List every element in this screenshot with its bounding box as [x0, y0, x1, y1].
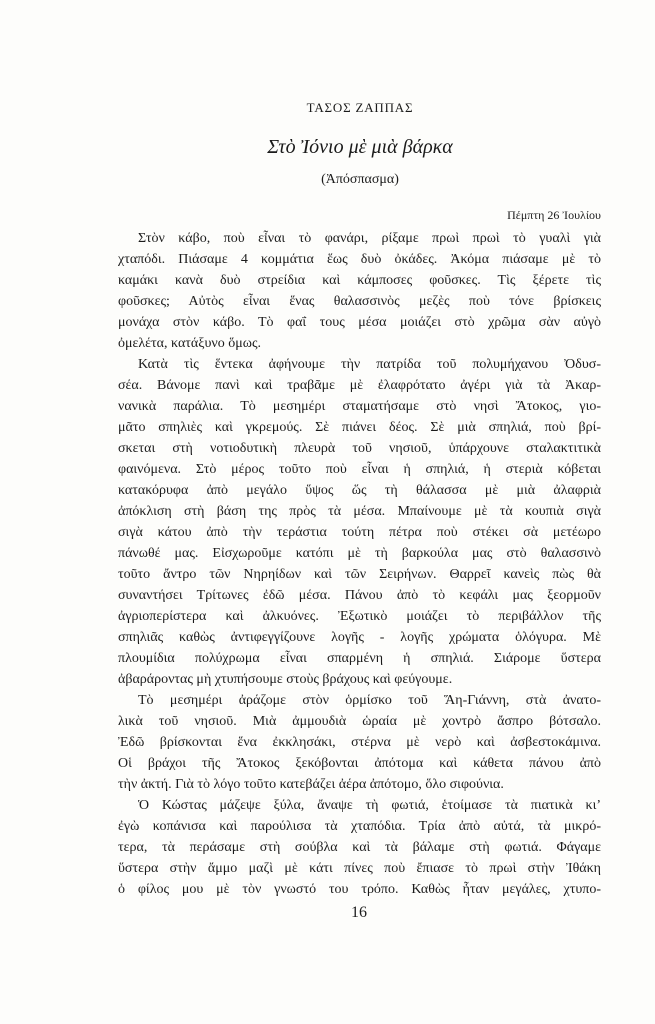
text-line: ἀγριοπερίστερα καὶ ἀλκυόνες. Ἐξωτικὸ μοιάζει τὸ περιβάλλον τῆς [118, 609, 601, 624]
diary-date: Πέμπτη 26 Ἰουλίου [507, 208, 601, 222]
paragraph [118, 354, 601, 690]
text-line: λικὰ τοῦ νησιοῦ. Μιὰ ἀμμουδιὰ ὡραία μὲ χοντρὸ ἄσπρο βότσαλο. [118, 714, 601, 729]
text-line: σέα. Βάνομε πανὶ καὶ τραβᾶμε μὲ ἐλαφρότατο ἀγέρι γιὰ τὰ Ἀκαρ- [118, 378, 601, 393]
text-line: Ἐδῶ βρίσκονται ἕνα ἐκκλησάκι, στέρνα μὲ νερὸ καὶ ἀσβεστοκάμινα. [118, 735, 601, 750]
text-line: τὴν ἀκτή. Γιὰ τὸ λόγο τοῦτο κατεβάζει ἀέρα ἀπότομο, ὅλο σιφούνια. [118, 777, 504, 792]
page-number: 16 [351, 904, 367, 921]
text-line: Κατὰ τὶς ἕντεκα ἀφήνουμε τὴν πατρίδα τοῦ πολυμήχανου Ὀδυσ- [138, 357, 601, 372]
text-line: σκεται στὴ νοτιοδυτικὴ πλευρὰ τοῦ νησιοῦ, ὑπάρχουνε σταλακτιτικὰ [118, 441, 601, 456]
text-line: πλουμίδια πολύχρωμα εἶναι σπαρμένη ἡ σπηλιά. Σιάρομε ὕστερα [118, 651, 601, 666]
text-line: σιγὰ κάτου ἀπὸ τὴν τεράστια τούτη πέτρα ποὺ στέκει σὰ μετέωρο [118, 525, 601, 540]
text-line: τοῦτο ἄντρο τῶν Νηρηίδων καὶ τῶν Σειρήνων. Θαρρεῖ κανεὶς πὼς θὰ [118, 567, 601, 582]
paragraph [118, 228, 601, 354]
text-line: ὁ φίλος μου μὲ τὸν γνωστό του τρόπο. Καθὼς ἦταν μεγάλες, χτυπο- [118, 882, 601, 897]
paragraph [118, 795, 601, 900]
text-line: ὀμελέτα, κατάξυνο ὅμως. [118, 336, 262, 351]
text-line: Ὁ Κώστας μάζεψε ξύλα, ἄναψε τὴ φωτιά, ἑτοίμασε τὰ πιατικὰ κι’ [138, 798, 601, 813]
text-line: ἐγὼ κοπάνισα καὶ παρούλισα τὰ χταπόδια. Τρία ἀπὸ αὐτά, τὰ μικρό- [118, 819, 601, 834]
body-text [118, 228, 601, 900]
text-line: τερα, τὰ περάσαμε στὴ σούβλα καὶ τὰ βάλαμε στὴ φωτιά. Φάγαμε [118, 840, 601, 855]
text-line: Οἱ βράχοι τῆς Ἄτοκος ξεκόβονται ἀπότομα καὶ κάθετα πάνου ἀπὸ [118, 756, 601, 771]
text-line: σπηλιᾶς καθὼς ἀντιφεγγίζουνε λογῆς - λογῆς χρώματα ὁλόγυρα. Μὲ [118, 630, 601, 645]
text-line: Τὸ μεσημέρι ἀράζομε στὸν ὁρμίσκο τοῦ Ἅη-Γιάννη, στὰ ἀνατο- [138, 693, 601, 708]
text-line: μᾶτο σπηλιὲς καὶ γκρεμούς. Σὲ πιάνει δέος. Σὲ μιὰ σπηλιά, ποὺ βρί- [118, 420, 601, 435]
text-line: κατακόρυφα ἀπὸ μεγάλο ὕψος ὥς τὴ θάλασσα μὲ μιὰ ἀλαφριὰ [118, 483, 601, 498]
text-line: ἀπόκλιση στὴ βάση της πρὸς τὰ μέσα. Μπαίνουμε μὲ τὰ κουπιὰ σιγὰ [118, 504, 601, 519]
text-line: νανικὰ παράλια. Τὸ μεσημέρι σταματήσαμε στὸ νησὶ Ἄτοκος, γιο- [118, 399, 601, 414]
author-name: ΤΑΣΟΣ ΖΑΠΠΑΣ [306, 100, 414, 115]
text-line: ὕστερα στὴν ἄμμο μαζὶ μὲ κάτι πίνες ποὺ ἔπιασε τὸ πρωὶ στὴν Ἰθάκη [118, 861, 601, 876]
chapter-title: Στὸ Ἰόνιο μὲ μιὰ βάρκα [267, 136, 453, 158]
text-line: φαινόμενα. Στὸ μέρος τοῦτο ποὺ εἶναι ἡ σπηλιά, ἡ στεριὰ κόβεται [118, 462, 601, 477]
text-line: καμάκι κανὰ δυὸ στρείδια καὶ κάμποσες φοῦσκες. Τὶς ξέρετε τὶς [118, 273, 601, 288]
text-line: Στὸν κάβο, ποὺ εἶναι τὸ φανάρι, ρίξαμε πρωὶ πρωὶ τὸ γυαλὶ γιὰ [138, 231, 601, 246]
text-line: συναντήσει Τρίτωνες ἐδῶ μέσα. Πάνου ἀπὸ τὸ κεφάλι μας ξεορμοῦν [118, 588, 601, 603]
text-line: μονάχα στὸν κάβο. Τὸ φαΐ τους μέσα μοιάζει στὸ χρῶμα σὰν αὐγὸ [118, 315, 601, 330]
text-line: χταπόδι. Πιάσαμε 4 κομμάτια ἕως δυὸ ὀκάδες. Ἀκόμα πιάσαμε μὲ τὸ [118, 252, 601, 267]
text-line: πάνωθέ μας. Εἰσχωροῦμε κατόπι μὲ τὴ βαρκούλα μας στὸ θαλασσινὸ [118, 546, 601, 561]
paragraph [118, 690, 601, 795]
chapter-subtitle: (Ἀπόσπασμα) [321, 172, 399, 187]
text-line: φοῦσκες; Αὐτὸς εἶναι ἕνας θαλασσινὸς μεζὲς ποὺ τόνε βρίσκεις [118, 294, 601, 309]
text-line: ἀβαράροντας μὴ χτυπήσουμε στοὺς βράχους καὶ φεύγουμε. [118, 672, 453, 687]
